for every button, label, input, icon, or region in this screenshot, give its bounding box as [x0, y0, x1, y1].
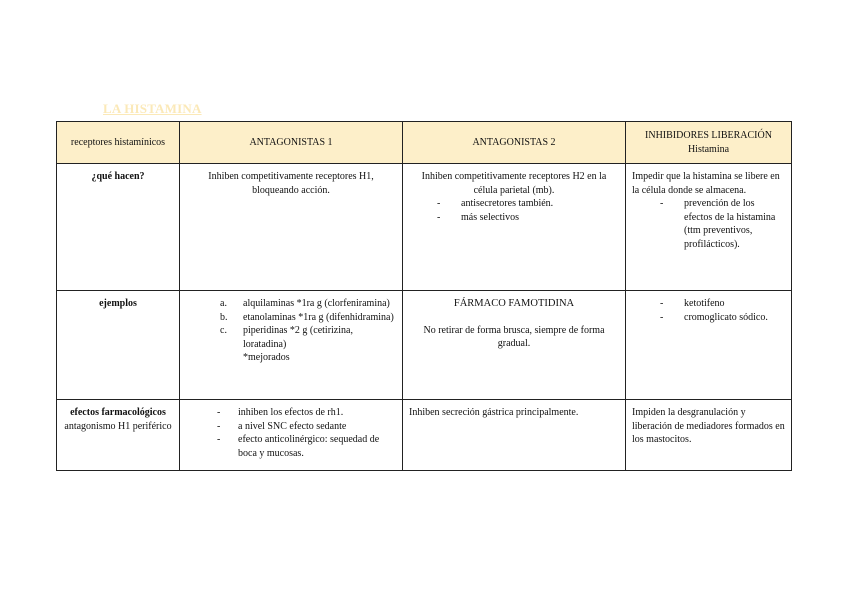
list-marker: b.: [220, 311, 228, 323]
list-item: [186, 311, 396, 325]
table-header-row: [57, 122, 792, 164]
list-item: - inhiben los efectos de rh1.: [214, 406, 396, 420]
row-label-que-hacen: ¿qué hacen?: [57, 164, 180, 291]
cell-text: No retirar de forma brusca, siempre de forma gradual.: [423, 324, 605, 349]
header-inhibidores-line1: INHIBIDORES LIBERACIÓN: [645, 130, 772, 141]
ordered-list: [186, 297, 396, 351]
row-label-efectos-sub: antagonismo H1 periférico: [64, 420, 172, 432]
list-item: - antisecretores también.: [409, 197, 619, 211]
row-label-efectos-title: efectos farmacológicos: [70, 407, 166, 418]
table-row: [57, 400, 792, 471]
cell-que-hacen-inhib: [626, 164, 792, 291]
cell-que-hacen-ant2: [403, 164, 626, 291]
list-item: - a nivel SNC efecto sedante: [214, 420, 396, 434]
list-item: - más selectivos: [409, 211, 619, 225]
cell-que-hacen-ant1: Inhiben competitivamente receptores H1, bloqueando acción.: [180, 164, 403, 291]
cell-ejemplos-ant2: [403, 291, 626, 400]
drug-heading: FÁRMACO FAMOTIDINA: [453, 298, 575, 309]
list-item: [186, 324, 396, 351]
bullet-list: [632, 197, 785, 251]
histamine-table: [56, 121, 792, 471]
bullet-list: [632, 297, 785, 324]
bullet-list: [409, 197, 619, 224]
list-marker: a.: [220, 298, 227, 309]
bullet-list: [186, 406, 396, 460]
table-row: [57, 291, 792, 400]
cell-text: Impedir que la histamina se libere en la célula donde se almacena.: [632, 171, 780, 196]
row-label-ejemplos: ejemplos: [57, 291, 180, 400]
cell-efectos-ant1: [180, 400, 403, 471]
list-item-text: etanolaminas *1ra g (difenhidramina): [243, 311, 394, 323]
header-antagonistas-2: ANTAGONISTAS 2: [403, 122, 626, 164]
list-marker: c.: [220, 325, 227, 336]
list-item: [186, 297, 396, 311]
row-label-efectos: [57, 400, 180, 471]
list-item: - prevención de los efectos de la histamina (ttm preventivos, profilácticos).: [632, 197, 785, 251]
list-item: - ketotifeno: [632, 297, 785, 311]
header-antagonistas-1: ANTAGONISTAS 1: [180, 122, 403, 164]
document-title: LA HISTAMINA: [103, 101, 202, 116]
cell-efectos-inhib: Impiden la desgranulación y liberación de mediadores formados en los mastocitos.: [626, 400, 792, 471]
cell-text: Inhiben competitivamente receptores H2 en la célula parietal (mb).: [421, 171, 607, 196]
list-note: *mejorados: [243, 352, 290, 363]
cell-ejemplos-inhib: [626, 291, 792, 400]
list-item: - cromoglicato sódico.: [632, 311, 785, 325]
table-row: [57, 164, 792, 291]
header-inhibidores-line2: Histamina: [687, 143, 730, 155]
cell-efectos-ant2: Inhiben secreción gástrica principalmente.: [403, 400, 626, 471]
list-item-text: alquilaminas *1ra g (clorfeniramina): [243, 298, 390, 309]
header-receptores: receptores histamínicos: [57, 122, 180, 164]
list-item: - efecto anticolinérgico: sequedad de boca y mucosas.: [214, 433, 396, 460]
cell-ejemplos-ant1: [180, 291, 403, 400]
header-inhibidores: [626, 122, 792, 164]
list-item-text: piperidinas *2 g (cetirizina, loratadina): [243, 325, 353, 350]
